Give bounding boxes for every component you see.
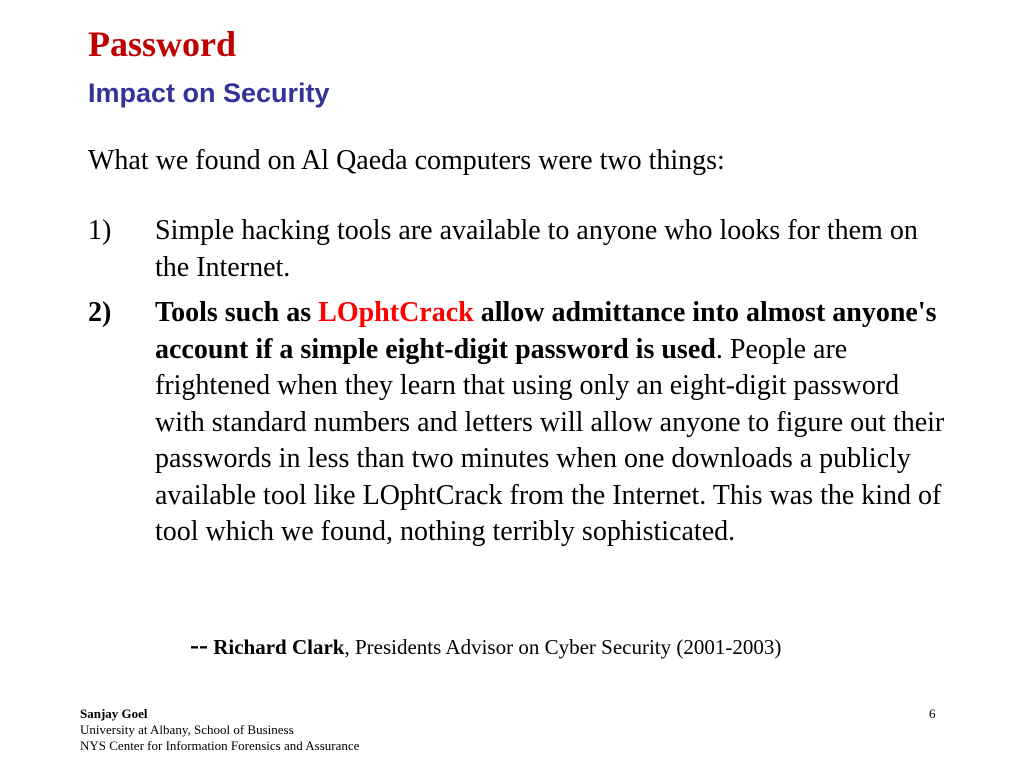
list-item-1	[88, 213, 948, 286]
list-item-text	[155, 295, 948, 551]
footer	[80, 706, 359, 754]
plain-text: . People are frightened when they learn that using only an eight-digit password with standard numbers and letters will allow anyone to figure out their passwords in less than two minutes when one downloads a publicly available tool like LOphtCrack from the Internet. This was the kind of tool which we found, nothing terribly sophisticated.	[155, 333, 945, 547]
footer-center: NYS Center for Information Forensics and Assurance	[80, 738, 360, 753]
page-number: 6	[929, 706, 936, 721]
attribution-dash: --	[190, 630, 208, 660]
intro-text: What we found on Al Qaeda computers were two things:	[88, 145, 725, 176]
footer-author: Sanjay Goel	[80, 706, 148, 721]
slide-title: Password	[88, 24, 237, 64]
quote-attribution	[190, 630, 781, 662]
footer-affiliation: University at Albany, School of Business	[80, 722, 294, 737]
bold-lead-text: Tools such as	[155, 297, 319, 328]
bold-tail-text: allow admittance into almost anyone's account if a simple eight-digit password is used	[155, 297, 937, 365]
attribution-name: Richard Clark	[213, 635, 345, 659]
list-item-number: 1)	[88, 215, 112, 246]
slide-subtitle: Impact on Security	[88, 78, 330, 108]
list-item-text: Simple hacking tools are available to anyone who looks for them on the Internet.	[155, 215, 918, 283]
attribution-role: , Presidents Advisor on Cyber Security (2001-2003)	[344, 635, 782, 659]
list-item-2	[88, 295, 948, 551]
highlighted-tool-name: LOphtCrack	[318, 297, 474, 328]
list-item-number: 2)	[88, 297, 112, 328]
